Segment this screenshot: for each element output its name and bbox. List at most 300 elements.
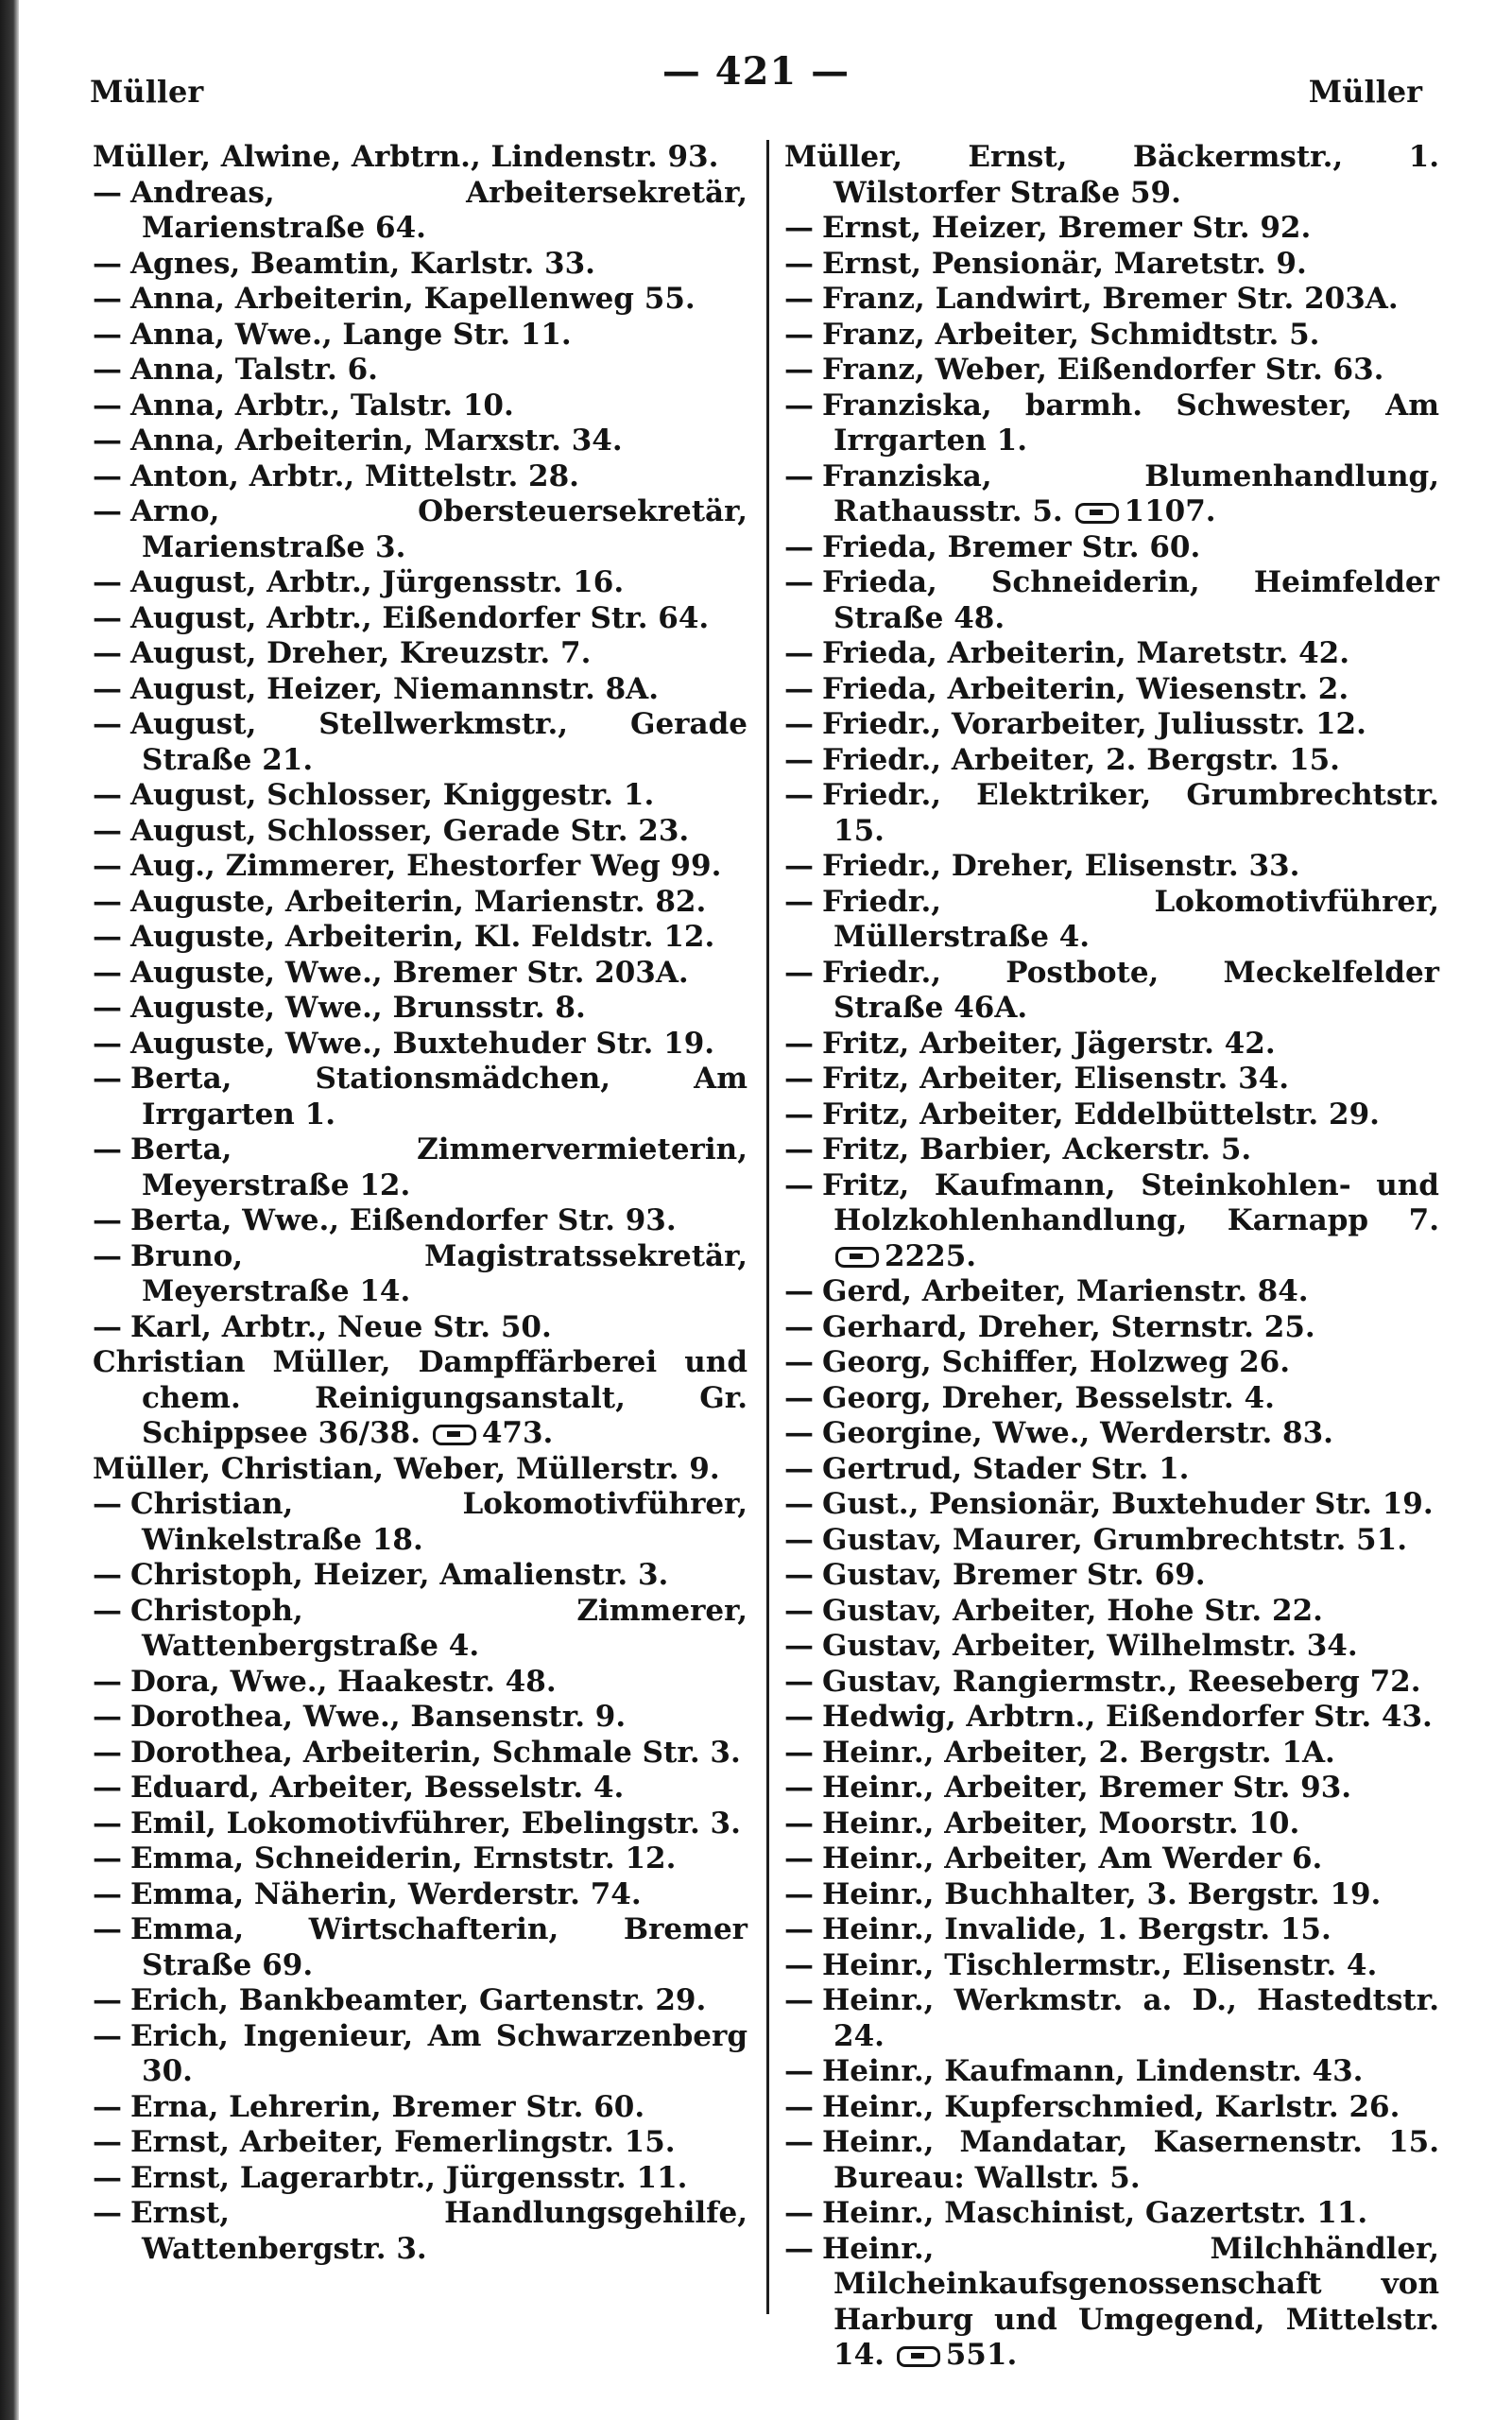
directory-entry [784,1027,1439,1063]
directory-entry [784,1736,1439,1772]
entry-dash: — [784,2054,814,2088]
entry-text: Emma, Schneiderin, Ernststr. 12. [130,1841,677,1876]
entry-dash: — [784,1167,814,1202]
entry-dash: — [93,2018,122,2053]
directory-entry [93,424,747,459]
entry-text: Georgine, Wwe., Werderstr. 83. [822,1416,1333,1450]
directory-entry [784,1274,1439,1310]
directory-entry [93,707,747,778]
entry-text: Heinr., Arbeiter, Moorstr. 10. [822,1806,1300,1841]
entry-text: Ernst, Pensionär, Maretstr. 9. [822,246,1307,281]
directory-entry [93,318,747,354]
entry-text: August, Heizer, Niemannstr. 8A. [130,671,659,706]
entry-text: Georg, Dreher, Besselstr. 4. [822,1380,1275,1415]
entry-dash: — [784,1700,814,1734]
entry-dash: — [784,1026,814,1061]
entry-dash: — [93,458,122,493]
entry-text: Gustav, Maurer, Grumbrechtstr. 51. [822,1522,1407,1557]
entry-text: Erich, Ingenieur, Am Schwarzenberg 30. [130,2018,747,2088]
entry-text: Berta, Zimmervermieterin, Meyerstraße 12. [130,1132,747,1202]
entry-dash: — [784,211,814,245]
entry-text: Frieda, Arbeiterin, Maretstr. 42. [822,636,1350,670]
entry-dash: — [784,1593,814,1628]
entry-text: Gustav, Arbeiter, Wilhelmstr. 34. [822,1629,1358,1663]
entry-dash: — [784,1947,814,1982]
entry-text: Heinr., Arbeiter, Bremer Str. 93. [822,1771,1352,1805]
entry-text: Auguste, Wwe., Buxtehuder Str. 19. [130,1026,715,1061]
entry-text: Erich, Bankbeamter, Gartenstr. 29. [130,1983,707,2017]
entry-dash: — [784,1487,814,1521]
entry-dash: — [784,388,814,423]
entry-text: Hedwig, Arbtrn., Eißendorfer Str. 43. [822,1700,1433,1734]
entry-text: Franziska, barmh. Schwester, Am Irrgarten 1. [822,388,1439,458]
entry-dash: — [93,1735,122,1770]
directory-entry [93,1027,747,1063]
entry-dash: — [93,1132,122,1167]
entry-dash: — [784,353,814,387]
telephone-number: 1107. [1124,494,1216,528]
entry-text: Auguste, Wwe., Brunsstr. 8. [130,991,586,1025]
entry-dash: — [784,2125,814,2159]
entry-text: Gustav, Rangiermstr., Reeseberg 72. [822,1664,1421,1699]
directory-entry [784,459,1439,530]
directory-entry [93,2125,747,2161]
entry-dash: — [784,1380,814,1415]
entry-text: Dorothea, Wwe., Bansenstr. 9. [130,1700,627,1734]
directory-entry [784,1523,1439,1559]
entry-dash: — [93,1309,122,1344]
entry-dash: — [93,955,122,990]
entry-text: Ernst, Heizer, Bremer Str. 92. [822,211,1312,245]
directory-entry [93,176,747,247]
entry-dash: — [784,707,814,741]
entry-dash: — [93,2089,122,2124]
directory-entry [93,140,747,176]
entry-dash: — [784,1806,814,1841]
entry-dash: — [93,317,122,352]
entry-dash: — [93,1806,122,1841]
directory-entry [93,2196,747,2267]
entry-dash: — [93,1771,122,1805]
directory-entry [784,707,1439,743]
entry-dash: — [93,424,122,458]
directory-entry [93,991,747,1027]
directory-entry [784,318,1439,354]
entry-dash: — [93,246,122,281]
directory-columns [93,140,1439,2372]
directory-entry [93,1558,747,1594]
directory-entry [93,814,747,850]
page-header [90,45,1422,110]
entry-dash: — [93,388,122,423]
entry-text: Heinr., Tischlermstr., Elisenstr. 4. [822,1947,1378,1982]
directory-entry [784,1416,1439,1452]
entry-dash: — [93,1841,122,1876]
entry-dash: — [784,2089,814,2124]
directory-entry [784,1665,1439,1701]
entry-text: Fritz, Arbeiter, Eddelbüttelstr. 29. [822,1097,1380,1132]
entry-text: Franz, Landwirt, Bremer Str. 203A. [822,282,1399,316]
directory-entry [784,1345,1439,1381]
entry-dash: — [784,2196,814,2230]
entry-dash: — [93,1238,122,1273]
directory-entry [93,1203,747,1239]
entry-dash: — [784,565,814,599]
entry-text: Heinr., Arbeiter, 2. Bergstr. 1A. [822,1735,1335,1770]
entry-text: Fritz, Arbeiter, Jägerstr. 42. [822,1026,1276,1061]
directory-entry [784,1948,1439,1984]
entry-text: Heinr., Kupferschmied, Karlstr. 26. [822,2089,1400,2124]
entry-text: Heinr., Milchhändler, Milcheinkaufsgenossenschaft von Harburg und Umgegend, Mittelstr. 14. [822,2231,1439,2372]
entry-text: Heinr., Kaufmann, Lindenstr. 43. [822,2054,1364,2088]
entry-dash: — [784,1132,814,1167]
directory-entry [784,1098,1439,1133]
directory-entry [93,601,747,637]
entry-dash: — [784,282,814,316]
entry-text: Friedr., Elektriker, Grumbrechtstr. 15. [822,778,1439,848]
left-column [93,140,747,2267]
directory-entry [784,1381,1439,1417]
entry-dash: — [93,991,122,1025]
entry-dash: — [93,1912,122,1946]
directory-entry [784,743,1439,779]
directory-entry [93,565,747,601]
directory-entry [784,1983,1439,2054]
entry-dash: — [93,1593,122,1628]
directory-entry [784,211,1439,247]
entry-dash: — [93,494,122,528]
directory-entry [784,565,1439,636]
directory-entry [784,1487,1439,1523]
entry-dash: — [784,636,814,670]
directory-entry [93,1132,747,1203]
entry-text: Ernst, Lagerarbtr., Jürgensstr. 11. [130,2160,688,2195]
entry-text: Dora, Wwe., Haakestr. 48. [130,1664,557,1699]
directory-entry [93,353,747,389]
entry-text: Franz, Weber, Eißendorfer Str. 63. [822,353,1384,387]
telephone-number: 551. [945,2338,1018,2372]
entry-text: Heinr., Mandatar, Kasernenstr. 15. Bureau: Wallstr. 5. [822,2125,1439,2195]
entry-text: Frieda, Bremer Str. 60. [822,529,1201,564]
entry-text: Eduard, Arbeiter, Besselstr. 4. [130,1771,625,1805]
entry-text: Müller, Ernst, Bäckermstr., 1. Wilstorfer Straße 59. [784,140,1439,210]
directory-entry [93,849,747,885]
entry-text: Berta, Wwe., Eißendorfer Str. 93. [130,1203,677,1237]
entry-dash: — [93,813,122,848]
entry-text: August, Arbtr., Jürgensstr. 16. [130,565,625,599]
entry-dash: — [784,1912,814,1946]
entry-dash: — [784,1451,814,1486]
directory-entry [784,1877,1439,1913]
entry-text: Andreas, Arbeitersekretär, Marienstraße 64. [130,175,747,245]
right-column [784,140,1439,2374]
entry-text: August, Arbtr., Eißendorfer Str. 64. [130,600,710,635]
entry-dash: — [784,1274,814,1308]
entry-text: Franz, Arbeiter, Schmidtstr. 5. [822,317,1320,352]
running-head-right: Müller [1308,74,1422,110]
directory-entry [93,1806,747,1842]
entry-text: Agnes, Beamtin, Karlstr. 33. [130,246,595,281]
entry-text: Fritz, Kaufmann, Steinkohlen- und Holzkohlenhandlung, Karnapp 7. [822,1167,1439,1237]
entry-text: August, Schlosser, Gerade Str. 23. [130,813,690,848]
entry-text: Anton, Arbtr., Mittelstr. 28. [130,458,579,493]
directory-entry [93,1912,747,1983]
entry-text: Heinr., Arbeiter, Am Werder 6. [822,1841,1323,1876]
entry-text: Fritz, Arbeiter, Elisenstr. 34. [822,1062,1290,1096]
directory-entry [784,2054,1439,2090]
entry-dash: — [784,778,814,812]
entry-dash: — [93,1700,122,1734]
telephone-icon [1075,503,1119,524]
directory-entry [784,2196,1439,2232]
directory-entry [93,2161,747,2197]
entry-text: Christoph, Zimmerer, Wattenbergstraße 4. [130,1593,747,1663]
entry-text: Christoph, Heizer, Amalienstr. 3. [130,1558,669,1592]
directory-entry [93,1062,747,1132]
directory-entry [93,1700,747,1736]
entry-dash: — [784,246,814,281]
entry-text: Heinr., Invalide, 1. Bergstr. 15. [822,1912,1332,1946]
directory-entry [93,247,747,283]
directory-entry [784,247,1439,283]
directory-entry [784,1629,1439,1665]
entry-dash: — [93,1203,122,1237]
entry-dash: — [93,1664,122,1699]
directory-entry [93,1239,747,1310]
entry-text: Emil, Lokomotivführer, Ebelingstr. 3. [130,1806,741,1841]
entry-text: Aug., Zimmerer, Ehestorfer Weg 99. [130,849,722,883]
entry-dash: — [784,317,814,352]
directory-entry [93,1594,747,1665]
entry-dash: — [784,2231,814,2266]
entry-dash: — [784,1345,814,1379]
entry-dash: — [784,1629,814,1663]
directory-entry [93,920,747,956]
column-divider [766,140,769,2314]
directory-entry [93,2090,747,2126]
book-binding-edge [0,0,19,2420]
directory-entry [93,778,747,814]
entry-dash: — [784,955,814,990]
entry-dash: — [93,884,122,919]
directory-entry [784,849,1439,885]
entry-dash: — [93,707,122,741]
entry-text: Arno, Obersteuersekretär, Marienstraße 3. [130,494,747,564]
telephone-number: 473. [481,1416,554,1450]
directory-entry [784,353,1439,389]
directory-entry [93,636,747,672]
entry-dash: — [93,1558,122,1592]
directory-entry [784,1452,1439,1488]
directory-entry [93,459,747,495]
entry-text: Bruno, Magistratssekretär, Meyerstraße 14. [130,1238,747,1308]
directory-entry [784,2090,1439,2126]
directory-entry [784,1168,1439,1275]
entry-text: Berta, Stationsmädchen, Am Irrgarten 1. [130,1062,747,1132]
entry-text: Ernst, Arbeiter, Femerlingstr. 15. [130,2125,676,2159]
telephone-number: 2225. [885,1238,977,1273]
directory-entry [784,1132,1439,1168]
directory-entry [784,530,1439,566]
directory-entry [93,1877,747,1913]
entry-dash: — [784,1522,814,1557]
entry-text: Anna, Arbeiterin, Kapellenweg 55. [130,282,696,316]
entry-text: Heinr., Maschinist, Gazertstr. 11. [822,2196,1368,2230]
entry-dash: — [93,600,122,635]
entry-text: Friedr., Arbeiter, 2. Bergstr. 15. [822,742,1340,777]
entry-text: Dorothea, Arbeiterin, Schmale Str. 3. [130,1735,741,1770]
directory-entry [784,1594,1439,1630]
entry-text: Anna, Arbtr., Talstr. 10. [130,388,514,423]
entry-dash: — [93,1026,122,1061]
directory-entry [784,1771,1439,1806]
entry-text: Friedr., Postbote, Meckelfelder Straße 46A. [822,955,1439,1025]
entry-dash: — [784,1664,814,1699]
directory-entry [93,494,747,565]
entry-text: Gertrud, Stader Str. 1. [822,1451,1190,1486]
entry-text: Auguste, Arbeiterin, Kl. Feldstr. 12. [130,920,715,954]
entry-text: Auguste, Wwe., Bremer Str. 203A. [130,955,689,990]
entry-text: Friedr., Dreher, Elisenstr. 33. [822,849,1300,883]
directory-entry [93,1771,747,1806]
entry-dash: — [93,2160,122,2195]
entry-dash: — [784,884,814,919]
directory-entry [784,636,1439,672]
entry-dash: — [784,1097,814,1132]
entry-text: Karl, Arbtr., Neue Str. 50. [130,1309,552,1344]
entry-dash: — [784,1309,814,1344]
directory-entry [784,389,1439,459]
entry-text: Frieda, Schneiderin, Heimfelder Straße 48. [822,565,1439,635]
directory-entry [784,2125,1439,2196]
entry-dash: — [784,1062,814,1096]
entry-dash: — [93,920,122,954]
directory-entry [93,1665,747,1701]
entry-text: Frieda, Arbeiterin, Wiesenstr. 2. [822,671,1349,706]
entry-dash: — [93,2196,122,2230]
directory-entry [784,1700,1439,1736]
entry-dash: — [93,1876,122,1911]
directory-entry [784,1062,1439,1098]
entry-text: Emma, Wirtschafterin, Bremer Straße 69. [130,1912,747,1982]
entry-text: Christian, Lokomotivführer, Winkelstraße 18. [130,1487,747,1557]
entry-dash: — [784,1416,814,1450]
entry-text: Gust., Pensionär, Buxtehuder Str. 19. [822,1487,1434,1521]
entry-text: Gustav, Bremer Str. 69. [822,1558,1206,1592]
running-head-left: Müller [90,74,204,110]
entry-dash: — [784,529,814,564]
directory-entry [93,1736,747,1772]
telephone-icon [835,1247,879,1268]
entry-dash: — [784,458,814,493]
directory-entry [93,1487,747,1558]
directory-entry [93,2019,747,2090]
entry-dash: — [93,1487,122,1521]
entry-text: Müller, Christian, Weber, Müllerstr. 9. [93,1451,720,1486]
entry-text: Anna, Arbeiterin, Marxstr. 34. [130,424,623,458]
directory-entry [784,140,1439,211]
entry-text: Gustav, Arbeiter, Hohe Str. 22. [822,1593,1323,1628]
entry-text: Friedr., Lokomotivführer, Müllerstraße 4. [822,884,1439,954]
directory-entry [784,1310,1439,1346]
entry-text: August, Dreher, Kreuzstr. 7. [130,636,592,670]
directory-entry [784,1841,1439,1877]
directory-entry [93,1345,747,1452]
directory-entry [784,1912,1439,1948]
entry-dash: — [784,671,814,706]
entry-dash: — [93,2125,122,2159]
directory-entry [784,778,1439,849]
entry-dash: — [93,636,122,670]
entry-dash: — [784,1735,814,1770]
entry-text: Fritz, Barbier, Ackerstr. 5. [822,1132,1252,1167]
directory-entry [93,389,747,424]
telephone-icon [897,2346,940,2367]
entry-text: Friedr., Vorarbeiter, Juliusstr. 12. [822,707,1366,741]
entry-dash: — [784,1771,814,1805]
entry-text: Heinr., Buchhalter, 3. Bergstr. 19. [822,1876,1382,1911]
directory-entry [93,282,747,318]
directory-entry [784,2232,1439,2374]
directory-entry [93,1310,747,1346]
entry-text: Heinr., Werkmstr. a. D., Hastedtstr. 24. [822,1983,1439,2053]
entry-dash: — [93,1983,122,2017]
telephone-icon [433,1425,476,1445]
entry-dash: — [784,1841,814,1876]
directory-entry [784,1558,1439,1594]
entry-text: Auguste, Arbeiterin, Marienstr. 82. [130,884,707,919]
entry-text: Anna, Wwe., Lange Str. 11. [130,317,572,352]
directory-entry [784,956,1439,1027]
entry-text: Erna, Lehrerin, Bremer Str. 60. [130,2089,645,2124]
entry-dash: — [93,353,122,387]
entry-text: Müller, Alwine, Arbtrn., Lindenstr. 93. [93,140,719,174]
entry-dash: — [93,1062,122,1096]
directory-entry [93,672,747,708]
page-number: — 421 — [662,49,850,94]
entry-dash: — [784,742,814,777]
entry-text: Anna, Talstr. 6. [130,353,378,387]
entry-dash: — [784,849,814,883]
directory-entry [93,956,747,992]
entry-text: Georg, Schiffer, Holzweg 26. [822,1345,1291,1379]
entry-dash: — [784,1558,814,1592]
directory-entry [93,885,747,921]
entry-text: Gerd, Arbeiter, Marienstr. 84. [822,1274,1309,1308]
directory-entry [784,282,1439,318]
entry-text: Christian Müller, Dampffärberei und chem. Reinigungsanstalt, Gr. Schippsee 36/38. [93,1345,747,1450]
entry-dash: — [93,778,122,812]
entry-text: Franziska, Blumenhandlung, Rathausstr. 5. [822,458,1439,528]
entry-dash: — [93,565,122,599]
directory-entry [93,1841,747,1877]
directory-entry [93,1983,747,2019]
directory-entry [93,1452,747,1488]
entry-dash: — [93,282,122,316]
entry-dash: — [93,671,122,706]
entry-text: August, Stellwerkmstr., Gerade Straße 21. [130,707,747,777]
entry-text: Gerhard, Dreher, Sternstr. 25. [822,1309,1315,1344]
entry-dash: — [93,175,122,210]
entry-dash: — [93,849,122,883]
entry-dash: — [784,1876,814,1911]
entry-text: Emma, Näherin, Werderstr. 74. [130,1876,642,1911]
entry-text: Ernst, Handlungsgehilfe, Wattenbergstr. 3. [130,2196,747,2266]
entry-dash: — [784,1983,814,2017]
directory-entry [784,885,1439,956]
entry-text: August, Schlosser, Kniggestr. 1. [130,778,655,812]
directory-entry [784,672,1439,708]
